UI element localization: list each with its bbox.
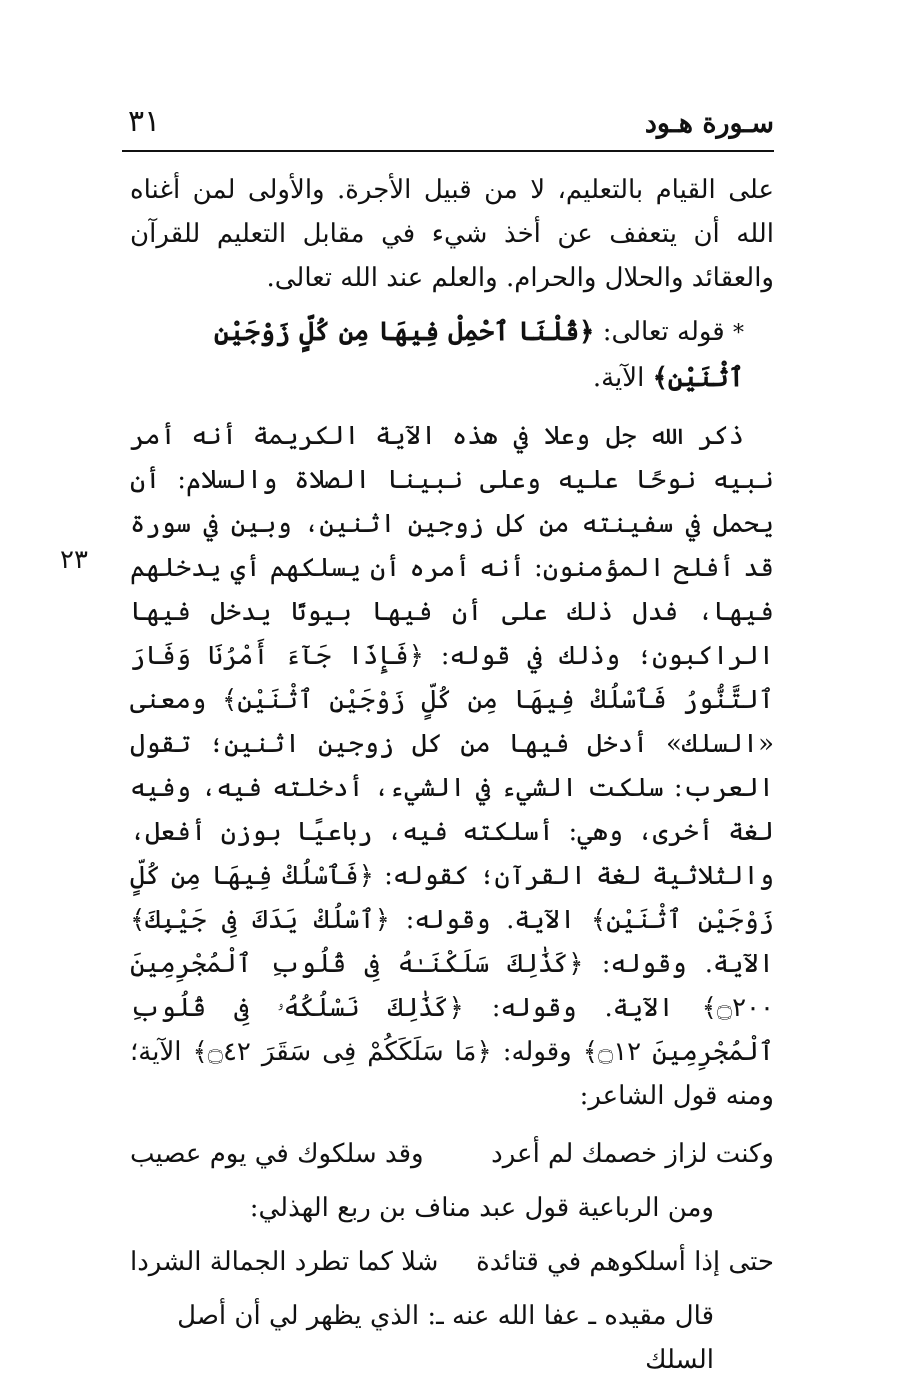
verse-heading-suffix: الآية. (592, 363, 645, 393)
poem-2-first-hemistich: حتى إذا أسلكوهم في قتائدة (476, 1247, 774, 1277)
verse-heading (130, 310, 774, 400)
margin-reference-number: ٢٣ (60, 545, 88, 575)
poem-1-second-hemistich: وقد سلكوك في يوم عصيب (130, 1139, 424, 1169)
surah-title: سـورة هـود (644, 108, 774, 139)
paragraph-commentary: ذكر الله جل وعلا في هذه الآية الكريمة أنه أمر نبيه نوحًا عليه وعلى نبينا الصلاة والسلام: أن يحمل في سفينته من كل زوجين اثنين، وبين في سورة قد أفلح المؤمنون: أنه أمره أن يسلكهم أي يدخلهم فيها، فدل ذلك على أن فيها بيوتًا يدخل فيها الراكبون؛ وذلك في قوله: ﴿فَإِذَا جَآءَ أَمْرُنَا وَفَارَ ٱلتَّنُّورُ فَٱسْلُكْ فِيهَا مِن كُلٍّ زَوْجَيْنِ ٱثْنَيْنِ﴾ ومعنى «السلك» أدخل فيها من كل زوجين اثنين؛ تقول العرب: سلكت الشيء في الشيء، أدخلته فيه، وفيه لغة أخرى، وهي: أسلكته فيه، رباعيًا بوزن أفعل، والثلاثية لغة القرآن؛ كقوله: ﴿فَٱسْلُكْ فِيهَا مِن كُلٍّ زَوْجَيْنِ ٱثْنَيْنِ﴾ الآية. وقوله: ﴿ٱسْلُكْ يَدَكَ فِى جَيْبِكَ﴾ الآية. وقوله: ﴿كَذَٰلِكَ سَلَكْنَـٰهُ فِى قُلُوبِ ٱلْمُجْرِمِينَ ۝٢٠٠﴾ الآية. وقوله: ﴿كَذَٰلِكَ نَسْلُكُهُۥ فِى قُلُوبِ ٱلْمُجْرِمِينَ ۝١٢﴾ وقوله: ﴿مَا سَلَكَكُمْ فِى سَقَرَ ۝٤٢﴾ الآية؛ ومنه قول الشاعر: (130, 421, 774, 1111)
poem-1-first-hemistich: وكنت لزاز خصمك لم أعرد (491, 1139, 774, 1169)
poem-2-introduction: ومن الرباعية قول عبد مناف بن ربع الهذلي: (249, 1193, 714, 1223)
paragraph-teaching-wages: على القيام بالتعليم، لا من قبيل الأجرة. والأولى لمن أغناه الله أن يتعفف عن أخذ شيء في مقابل التعليم للقرآن والعقائد والحلال والحرام. والعلم عند الله تعالى. (130, 175, 774, 293)
header-rule (122, 150, 774, 152)
page-header (122, 104, 774, 146)
page-body (130, 168, 774, 1382)
paragraph-author-note: قال مقيده ـ عفا الله عنه ـ: الذي يظهر لي أن أصل السلك (177, 1301, 714, 1375)
star-marker: * (733, 321, 744, 346)
verse-heading-prefix: قوله تعالى: (602, 317, 725, 347)
quran-verse: ﴿قُلْنَا ٱحْمِلْ فِيهَا مِن كُلٍّ زَوْجَيْنِ ٱثْنَيْنِ﴾ (214, 317, 744, 393)
poem-verse-1 (130, 1132, 774, 1176)
poem-2-second-hemistich: شلا كما تطرد الجمالة الشردا (130, 1247, 439, 1277)
page-number: ٣١ (128, 104, 161, 139)
poem-verse-2 (130, 1240, 774, 1284)
